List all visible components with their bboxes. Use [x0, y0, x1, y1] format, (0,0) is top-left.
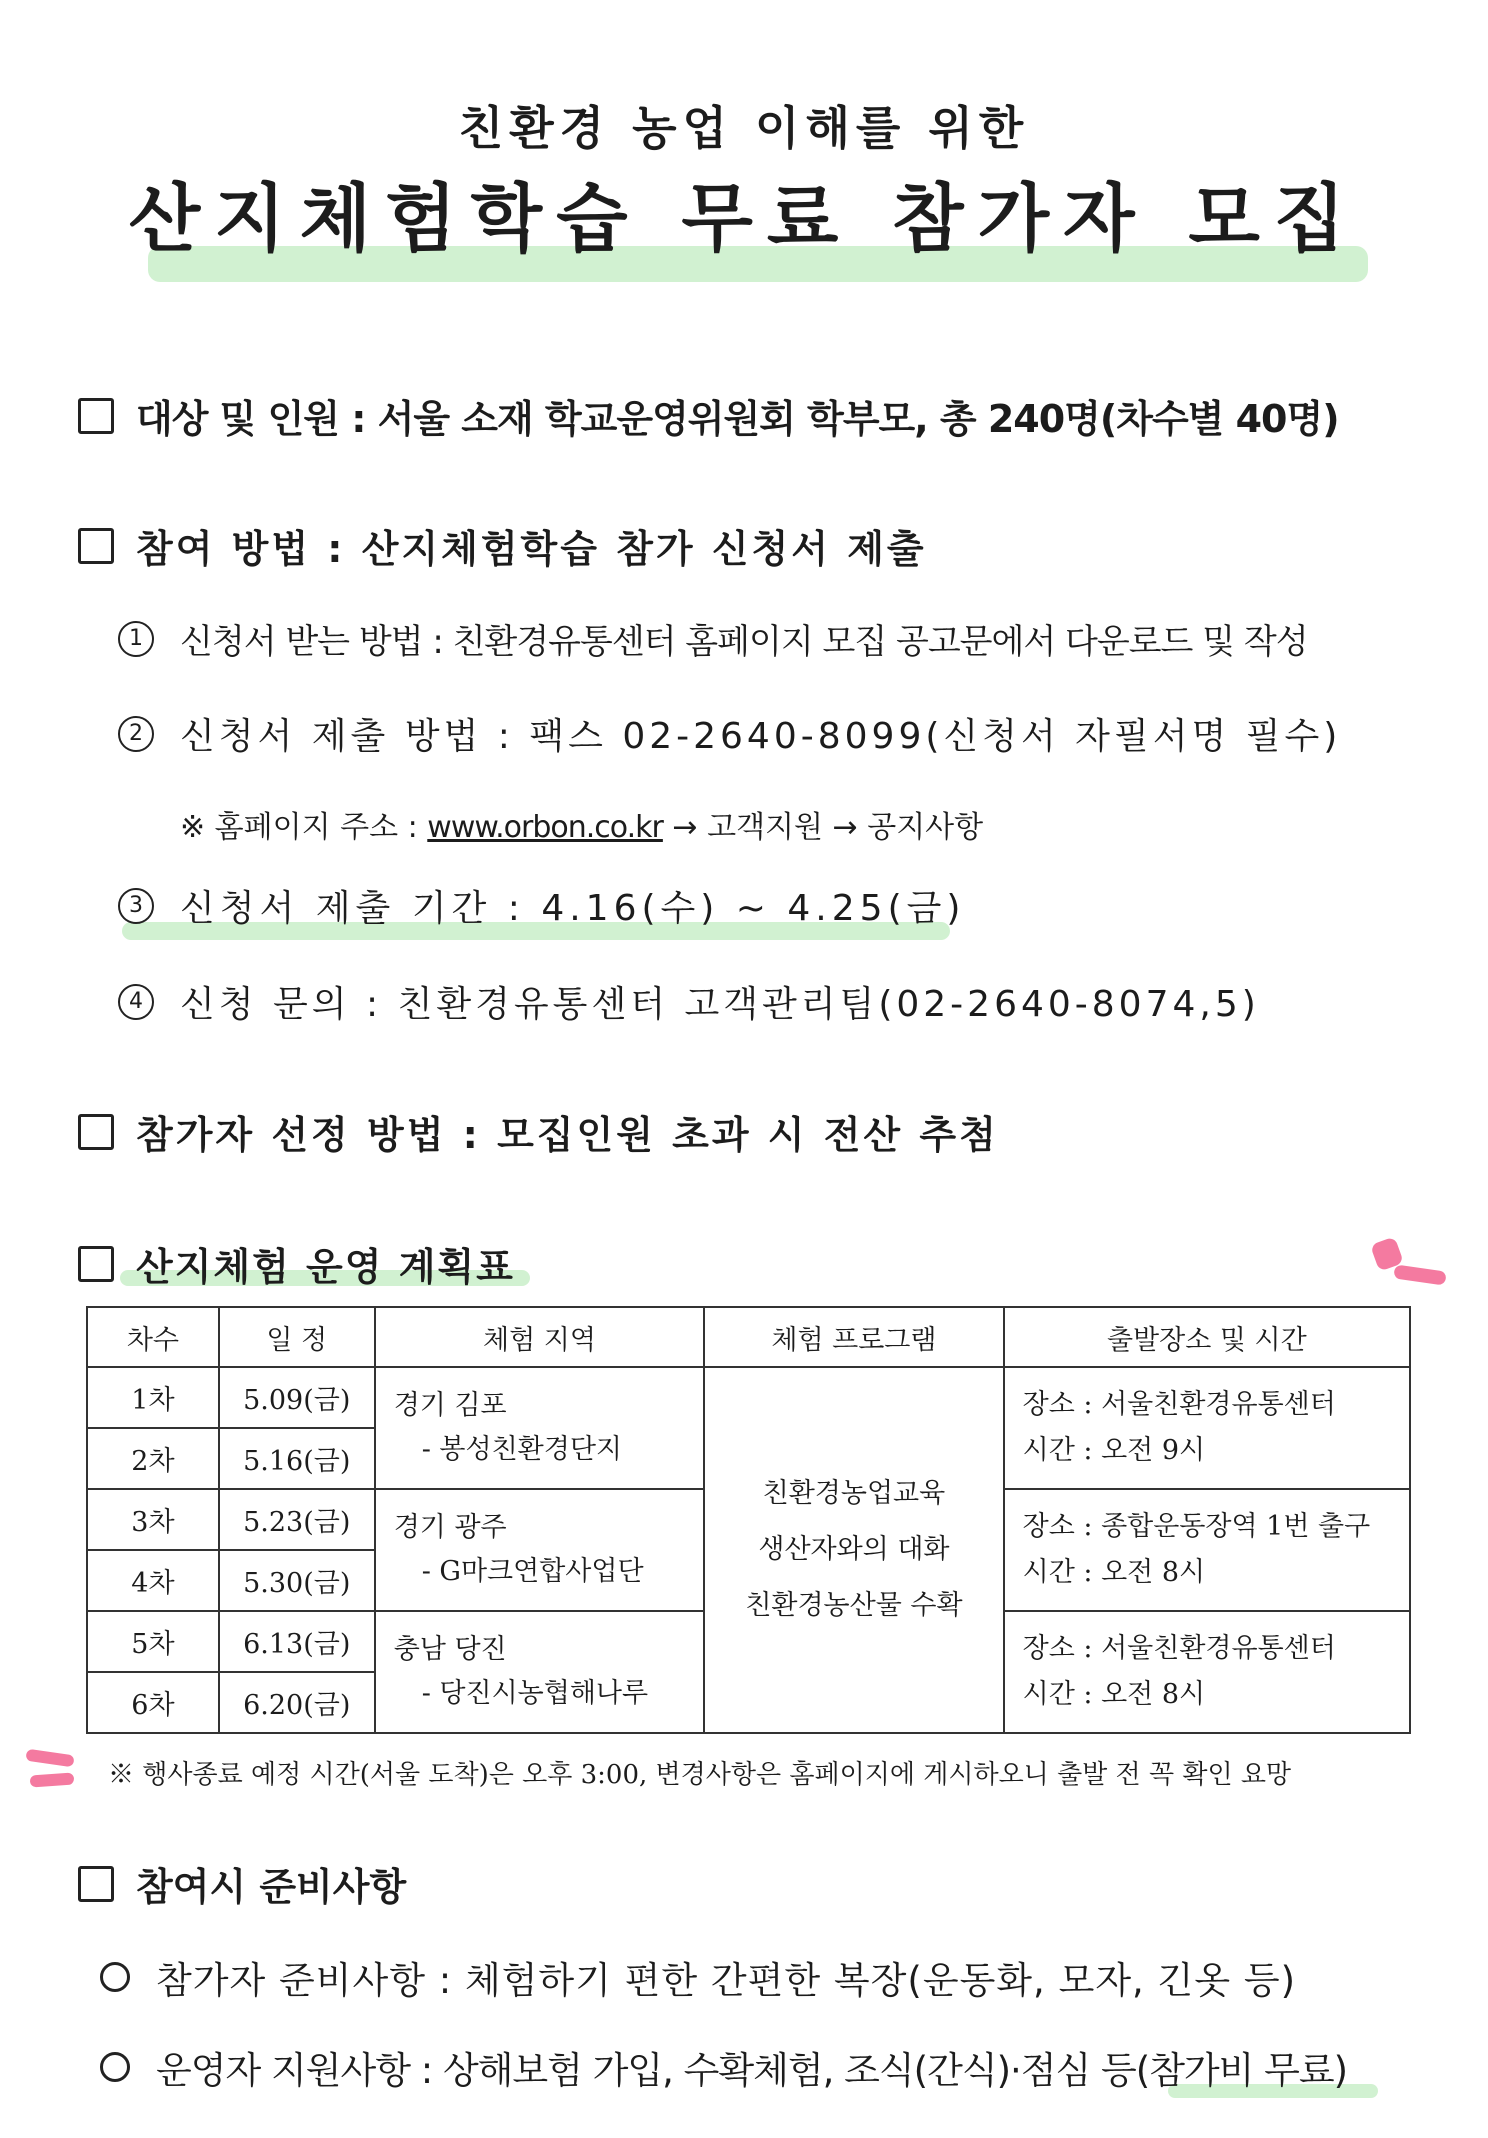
pink-mark-left	[25, 1749, 74, 1768]
page-title: 산지체험학습 무료 참가자 모집	[128, 176, 1360, 262]
homepage-note-prefix: ※ 홈페이지 주소 :	[180, 810, 428, 845]
departure-cell	[1004, 1611, 1410, 1733]
table-header-row	[87, 1307, 1410, 1367]
region-site: - G마크연합사업단	[421, 1556, 644, 1587]
round-cell: 5차	[87, 1611, 219, 1672]
region-site: - 당진시농협해나루	[421, 1678, 649, 1709]
departure-cell	[1004, 1367, 1410, 1489]
round-cell: 2차	[87, 1428, 219, 1489]
date-cell: 5.30(금)	[219, 1550, 375, 1611]
section-selection-text: 참가자 선정 방법 : 모집인원 초과 시 전산 추첨	[136, 1113, 999, 1157]
prep-item-1	[100, 1950, 1296, 2004]
method-item-text: 신청 문의 : 친환경유통센터 고객관리팀(02-2640-8074,5)	[180, 984, 1260, 1025]
bullet-circle-icon	[100, 2052, 130, 2082]
date-cell: 5.23(금)	[219, 1489, 375, 1550]
checkbox-icon	[78, 1114, 114, 1150]
homepage-note-path: → 고객지원 → 공지사항	[662, 810, 984, 845]
bullet-circle-icon	[100, 1962, 130, 1992]
program-item: 친환경농업교육	[762, 1478, 946, 1509]
region-name: 경기 김포	[393, 1390, 507, 1421]
section-prep-text: 참여시 준비사항	[136, 1865, 407, 1909]
region-name: 충남 당진	[393, 1634, 507, 1665]
circled-number-1: 1	[118, 621, 154, 657]
header-date: 일 정	[219, 1307, 375, 1367]
round-cell: 1차	[87, 1367, 219, 1428]
departure-time: 시간 : 오전 8시	[1022, 1679, 1206, 1710]
header-region: 체험 지역	[375, 1307, 705, 1367]
region-name: 경기 광주	[393, 1512, 507, 1543]
section-method	[78, 518, 927, 573]
header-program: 체험 프로그램	[704, 1307, 1003, 1367]
region-site: - 봉성친환경단지	[421, 1434, 622, 1465]
departure-place: 장소 : 서울친환경유통센터	[1022, 1389, 1336, 1420]
prep-item-text: 운영자 지원사항 : 상해보험 가입, 수확체험, 조식(간식)·점심 등(참가비 무료)	[156, 2049, 1348, 2092]
program-item: 생산자와의 대화	[758, 1534, 950, 1565]
method-item-1	[118, 614, 1308, 663]
program-item: 친환경농산물 수확	[745, 1590, 963, 1621]
plan-table	[86, 1306, 1411, 1734]
section-plan	[78, 1236, 515, 1291]
prep-item-text: 참가자 준비사항 : 체험하기 편한 간편한 복장(운동화, 모자, 긴옷 등)	[156, 1959, 1296, 2002]
departure-time: 시간 : 오전 8시	[1022, 1557, 1206, 1588]
region-cell	[375, 1611, 705, 1733]
homepage-note	[180, 802, 983, 846]
method-item-4	[118, 976, 1260, 1027]
circled-number-3: 3	[118, 888, 154, 924]
circled-number-2: 2	[118, 716, 154, 752]
program-cell	[704, 1367, 1003, 1733]
section-plan-text: 산지체험 운영 계획표	[136, 1245, 515, 1289]
prep-item-2	[100, 2040, 1347, 2094]
round-cell: 6차	[87, 1672, 219, 1733]
checkbox-icon	[78, 1246, 114, 1282]
homepage-url-link[interactable]: www.orbon.co.kr	[427, 810, 663, 845]
table-row	[87, 1367, 1410, 1428]
method-item-text: 신청서 받는 방법 : 친환경유통센터 홈페이지 모집 공고문에서 다운로드 및 작성	[180, 622, 1308, 662]
header-round: 차수	[87, 1307, 219, 1367]
date-cell: 6.20(금)	[219, 1672, 375, 1733]
circled-number-4: 4	[118, 984, 154, 1020]
departure-cell	[1004, 1489, 1410, 1611]
date-cell: 5.16(금)	[219, 1428, 375, 1489]
pink-mark-right-2	[1393, 1264, 1446, 1285]
method-item-text: 신청서 제출 기간 : 4.16(수) ~ 4.25(금)	[180, 888, 966, 929]
date-cell: 6.13(금)	[219, 1611, 375, 1672]
section-method-text: 참여 방법 : 산지체험학습 참가 신청서 제출	[136, 527, 927, 571]
departure-place: 장소 : 서울친환경유통센터	[1022, 1633, 1336, 1664]
section-prep	[78, 1856, 406, 1911]
checkbox-icon	[78, 398, 114, 434]
departure-place: 장소 : 종합운동장역 1번 출구	[1022, 1511, 1371, 1542]
checkbox-icon	[78, 1866, 114, 1902]
section-selection	[78, 1104, 999, 1159]
round-cell: 3차	[87, 1489, 219, 1550]
round-cell: 4차	[87, 1550, 219, 1611]
method-item-text: 신청서 제출 방법 : 팩스 02-2640-8099(신청서 자필서명 필수)	[180, 716, 1342, 757]
method-item-2	[118, 708, 1341, 759]
method-item-3	[118, 880, 965, 931]
checkbox-icon	[78, 528, 114, 564]
departure-time: 시간 : 오전 9시	[1022, 1435, 1206, 1466]
section-target-text: 대상 및 인원 : 서울 소재 학교운영위원회 학부모, 총 240명(차수별 40명)	[136, 397, 1339, 441]
table-footnote: ※ 행사종료 예정 시간(서울 도착)은 오후 3:00, 변경사항은 홈페이지에 게시하오니 출발 전 꼭 확인 요망	[108, 1760, 1292, 1790]
section-target	[78, 388, 1339, 443]
pink-mark-left-2	[30, 1772, 75, 1787]
date-cell: 5.09(금)	[219, 1367, 375, 1428]
page-subtitle: 친환경 농업 이해를 위한	[458, 101, 1030, 155]
header-departure: 출발장소 및 시간	[1004, 1307, 1410, 1367]
region-cell	[375, 1367, 705, 1489]
region-cell	[375, 1489, 705, 1611]
